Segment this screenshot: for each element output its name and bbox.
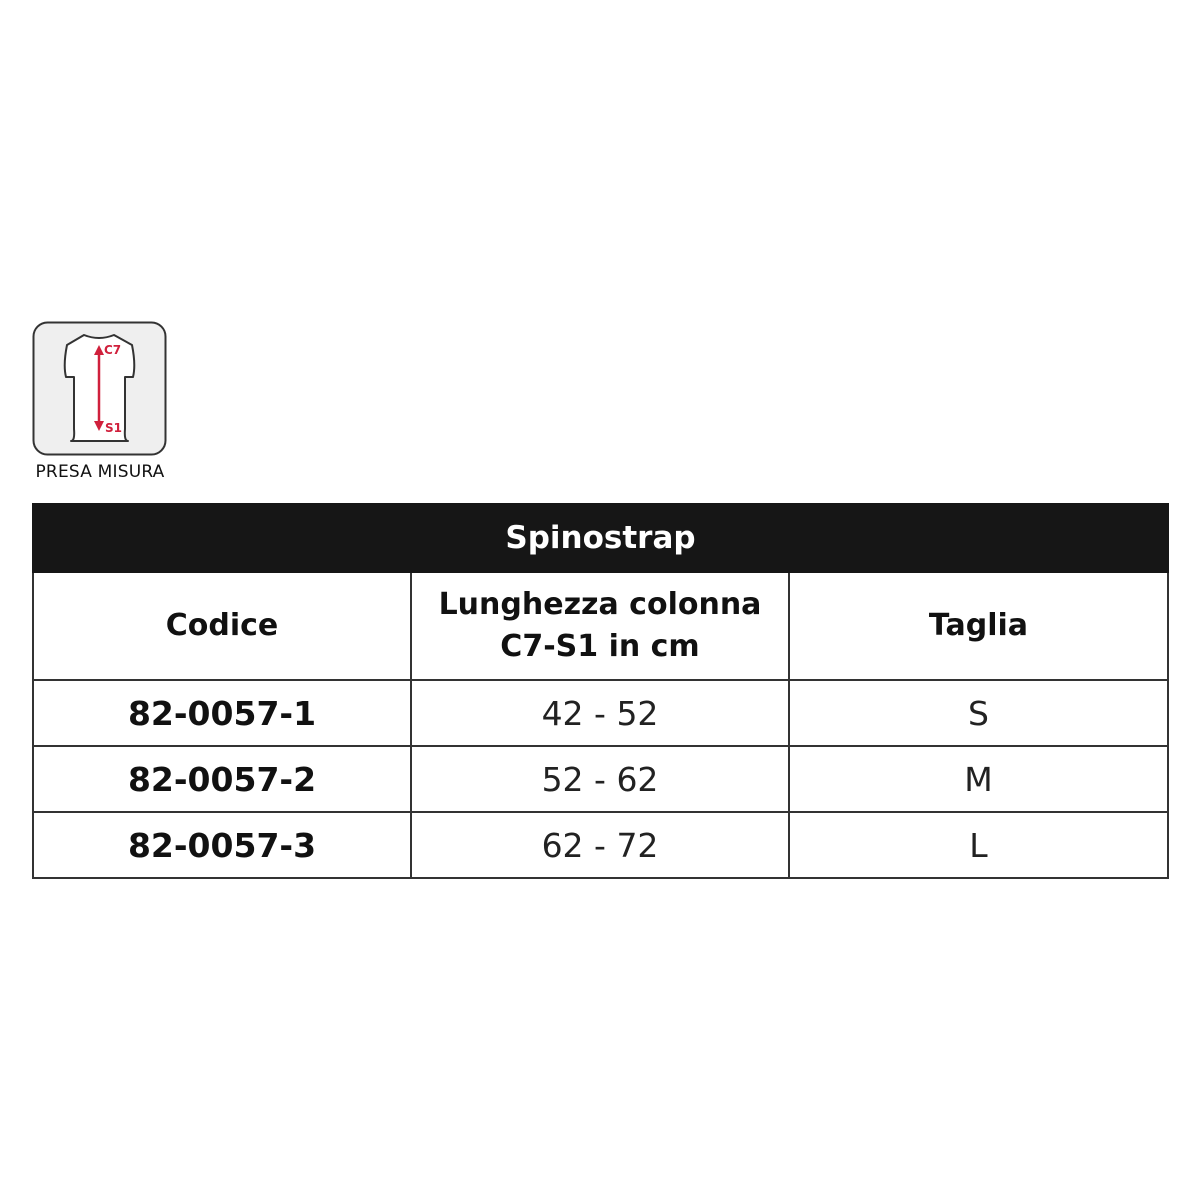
cell-size: S [789, 680, 1168, 746]
cell-size: M [789, 746, 1168, 812]
s1-marker: S1 [105, 421, 122, 435]
table-row [33, 746, 1168, 812]
cell-code: 82-0057-3 [33, 812, 411, 878]
cell-code: 82-0057-1 [33, 680, 411, 746]
cell-size: L [789, 812, 1168, 878]
cell-code: 82-0057-2 [33, 746, 411, 812]
size-table [32, 503, 1169, 879]
header-code: Codice [33, 572, 411, 680]
c7-marker: C7 [104, 343, 122, 357]
torso-measure-icon [32, 321, 167, 456]
header-size: Taglia [789, 572, 1168, 680]
table-title: Spinostrap [33, 504, 1168, 572]
cell-length: 42 - 52 [411, 680, 789, 746]
header-length [411, 572, 789, 680]
header-length-line2: C7-S1 in cm [500, 629, 700, 664]
cell-length: 52 - 62 [411, 746, 789, 812]
cell-length: 62 - 72 [411, 812, 789, 878]
table-title-row [33, 504, 1168, 572]
header-length-line1: Lunghezza colonna [438, 587, 762, 622]
table-row [33, 812, 1168, 878]
measure-caption: PRESA MISURA [35, 462, 165, 482]
table-row [33, 680, 1168, 746]
table-header-row [33, 572, 1168, 680]
